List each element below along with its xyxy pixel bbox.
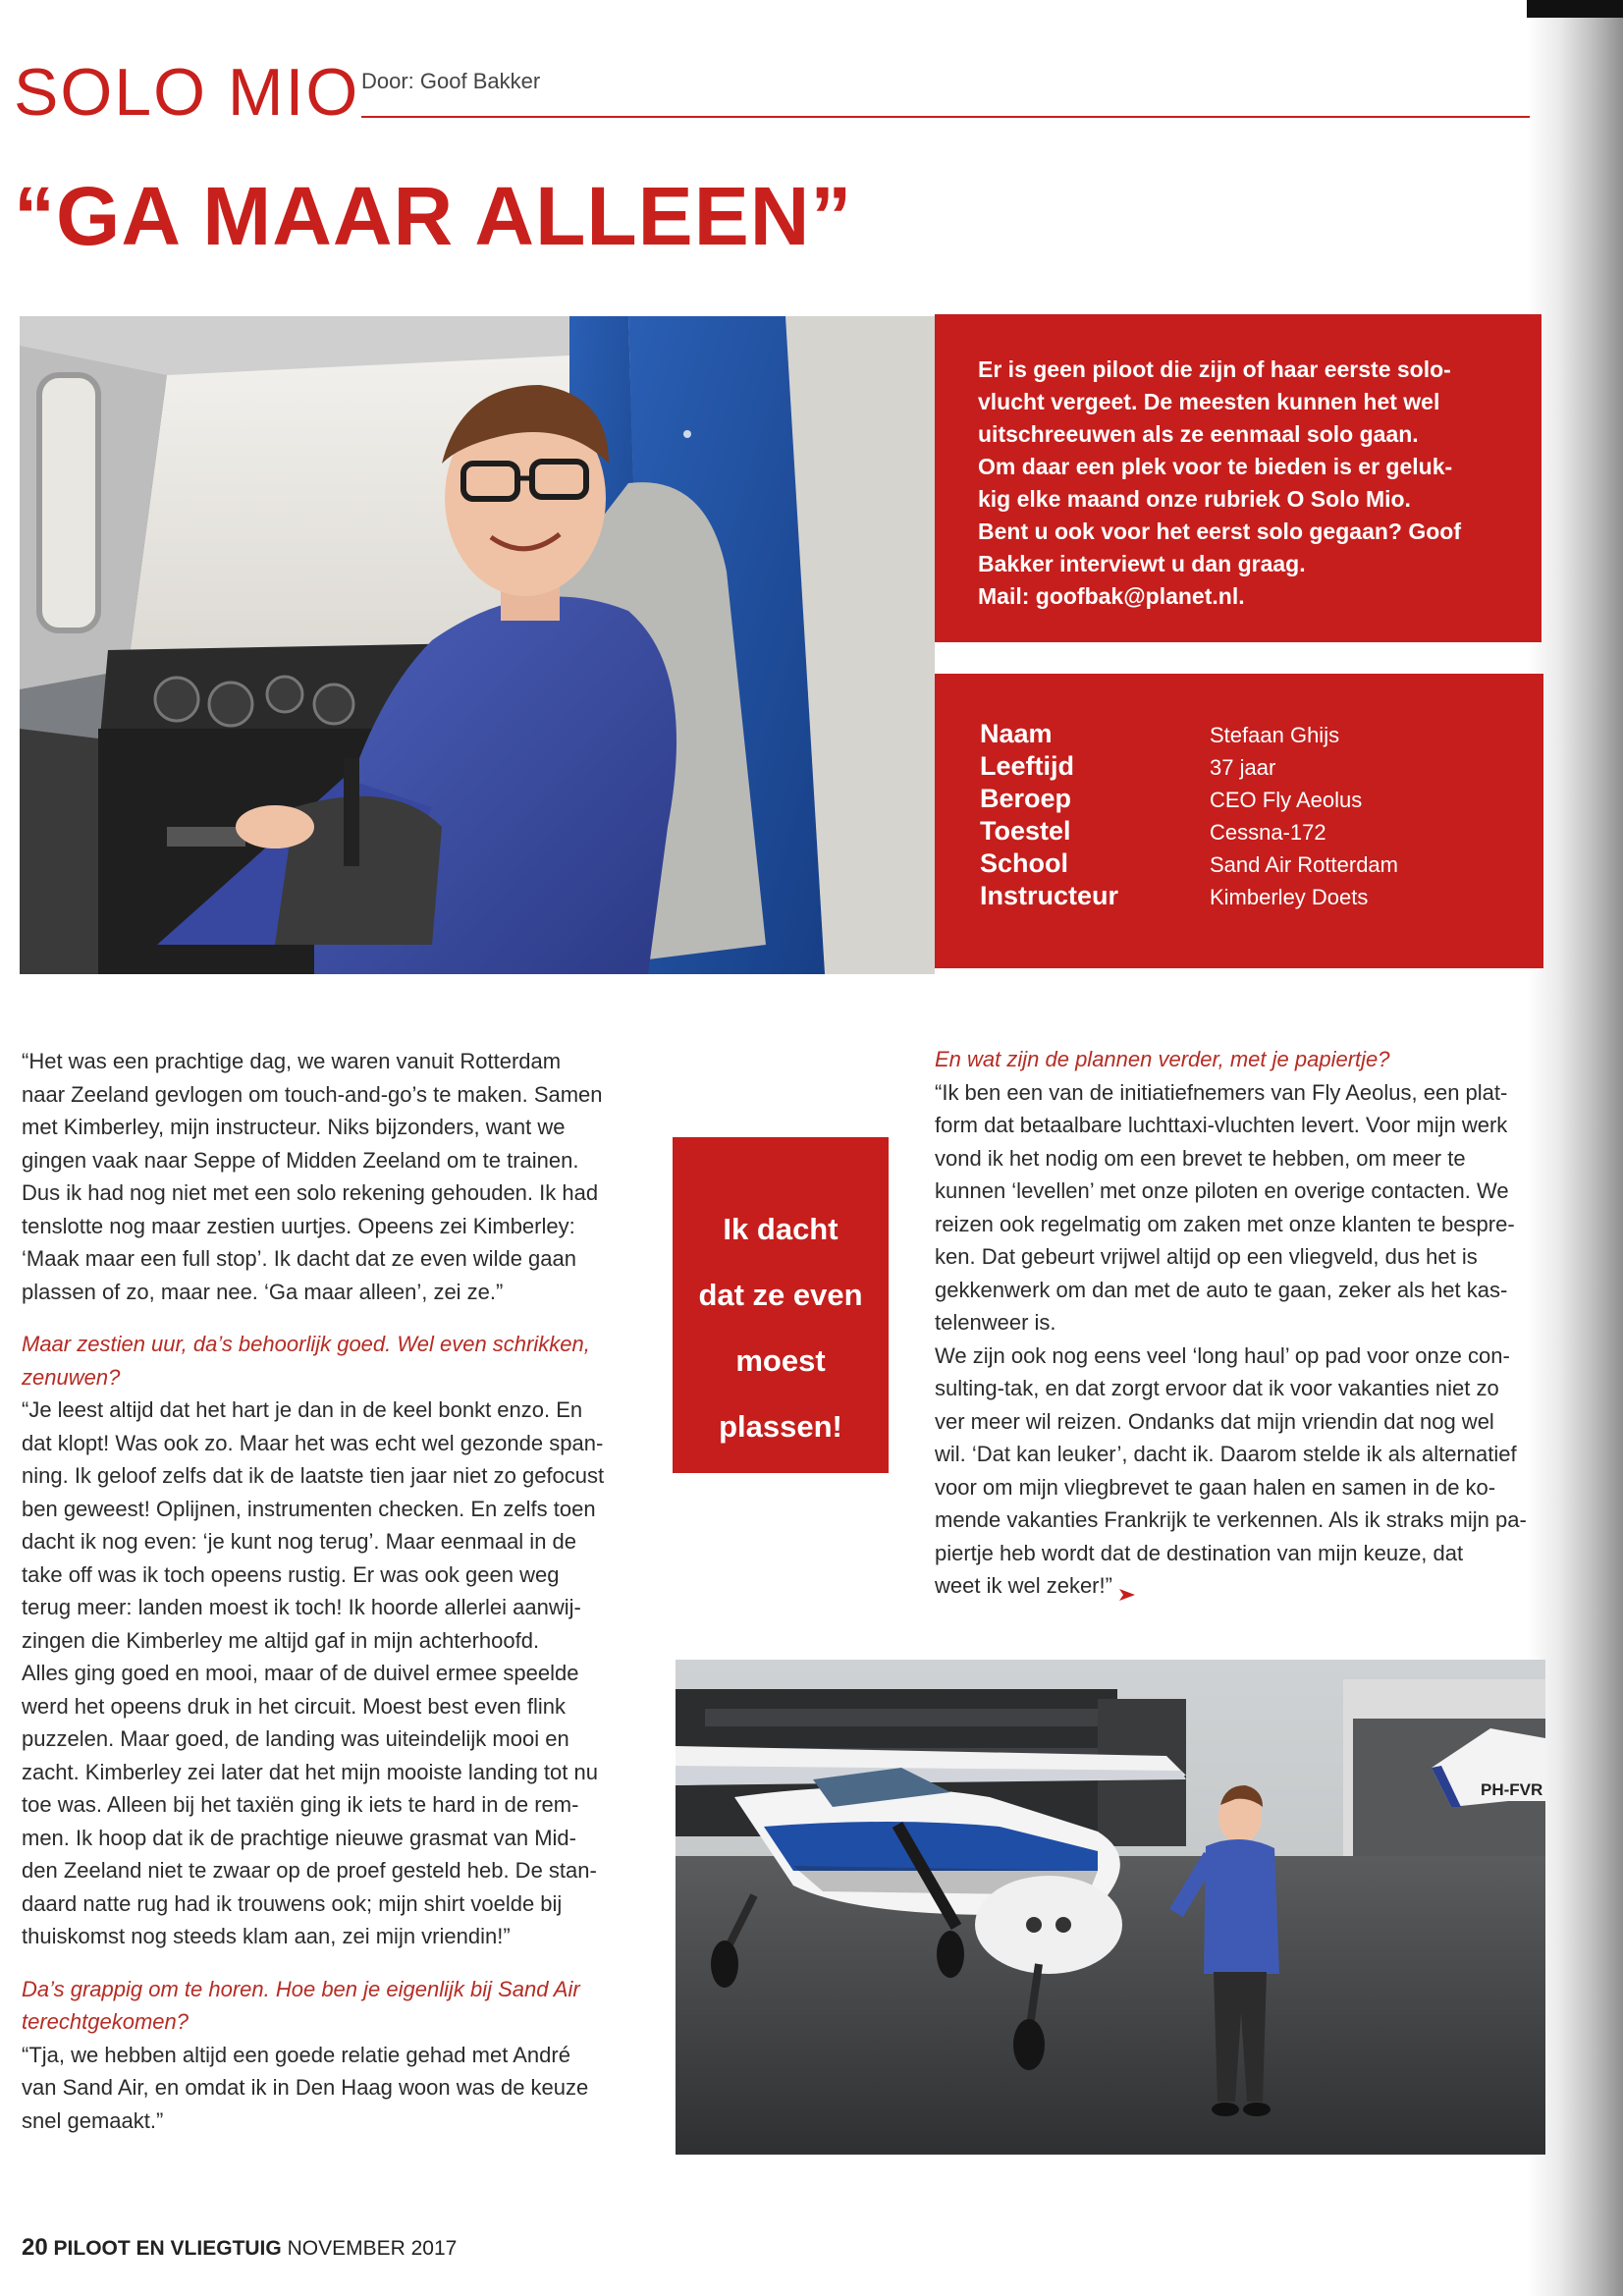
text-line: telenweer is. xyxy=(935,1310,1056,1335)
intro-line: uitschreeuwen als ze eenmaal solo gaan. xyxy=(978,421,1419,447)
byline: Door: Goof Bakker xyxy=(361,69,541,93)
text-line: gingen vaak naar Seppe of Midden Zeeland om te trainen. xyxy=(22,1147,579,1173)
issue-date: NOVEMBER 2017 xyxy=(287,2237,458,2260)
text-line: We zijn ook nog eens veel ‘long haul’ op pad voor onze con- xyxy=(935,1342,1510,1368)
text-line: voor om mijn vliegbrevet te gaan halen en samen in de ko- xyxy=(935,1474,1496,1500)
text-line: dacht ik nog even: ‘je kunt nog terug’. Maar eenmaal in de xyxy=(22,1529,577,1554)
fact-label: Beroep xyxy=(980,784,1072,813)
page-number: 20 xyxy=(22,2234,48,2261)
text-line: ‘Maak maar een full stop’. Ik dacht dat ze even wilde gaan xyxy=(22,1246,576,1271)
pull-quote-line: dat ze even xyxy=(698,1278,863,1312)
text-line: zacht. Kimberley zei later dat het mijn mooiste landing tot nu xyxy=(22,1759,598,1784)
text-line: tenslotte nog maar zestien uurtjes. Opeens zei Kimberley: xyxy=(22,1213,575,1238)
text-line: zenuwen? xyxy=(22,1364,121,1390)
intro-line: Mail: goofbak@planet.nl. xyxy=(978,583,1245,609)
text-line: piertje heb wordt dat de destination van mijn keuze, dat xyxy=(935,1540,1464,1565)
text-line: form dat betaalbare luchttaxi-vluchten levert. Voor mijn werk xyxy=(935,1113,1508,1137)
fact-value: Cessna-172 xyxy=(1210,820,1326,845)
question-paragraph xyxy=(935,1043,1534,1076)
magazine-name: PILOOT EN VLIEGTUIG xyxy=(53,2237,282,2260)
answer-paragraph xyxy=(22,1394,621,1953)
fact-value: Kimberley Doets xyxy=(1210,885,1369,909)
answer-paragraph xyxy=(22,2039,621,2138)
header-rule xyxy=(361,116,1530,118)
fact-row-toestel xyxy=(935,816,1543,849)
fact-label: Leeftijd xyxy=(980,751,1075,781)
text-line: Da’s grappig om te horen. Hoe ben je eigenlijk bij Sand Air xyxy=(22,1976,580,2001)
fact-label: Naam xyxy=(980,719,1053,748)
text-line: naar Zeeland gevlogen om touch-and-go’s te maken. Samen xyxy=(22,1081,603,1107)
answer-paragraph xyxy=(22,1045,621,1308)
text-line: met Kimberley, mijn instructeur. Niks bijzonders, want we xyxy=(22,1115,566,1139)
pull-quote-line: Ik dacht xyxy=(723,1212,839,1246)
text-line: Maar zestien uur, da’s behoorlijk goed. Wel even schrikken, xyxy=(22,1332,590,1356)
answer-paragraph xyxy=(935,1076,1534,1603)
text-line: vond ik het nodig om een brevet te hebben, om meer te xyxy=(935,1145,1466,1171)
text-line: toe was. Alleen bij het taxiën ging ik iets te hard in de rem- xyxy=(22,1792,579,1817)
pull-quote-line: moest xyxy=(735,1343,826,1378)
pull-quote-line: plassen! xyxy=(719,1409,842,1444)
cockpit-photo xyxy=(20,316,935,974)
section-title: SOLO MIO xyxy=(14,55,360,130)
text-line: mende vakanties Frankrijk te verkennen. Als ik straks mijn pa- xyxy=(935,1507,1527,1532)
fact-value: CEO Fly Aeolus xyxy=(1210,788,1363,812)
text-line: kunnen ‘levellen’ met onze piloten en overige contacten. We xyxy=(935,1178,1509,1203)
page-binding-edge xyxy=(1527,0,1623,18)
text-line: Dus ik had nog niet met een solo rekening gehouden. Ik had xyxy=(22,1180,599,1205)
text-line: wil. ‘Dat kan leuker’, dacht ik. Daarom stelde ik als alternatief xyxy=(935,1442,1517,1466)
intro-line: Bent u ook voor het eerst solo gegaan? Goof xyxy=(978,519,1461,544)
fact-row-school xyxy=(935,848,1543,882)
page-footer xyxy=(22,2234,457,2262)
fact-value: 37 jaar xyxy=(1210,755,1276,780)
question-paragraph xyxy=(22,1973,621,2039)
text-line: sulting-tak, en dat zorgt ervoor dat ik voor vakanties niet zo xyxy=(935,1376,1499,1400)
text-line: En wat zijn de plannen verder, met je papiertje? xyxy=(935,1047,1390,1071)
text-line: ken. Dat gebeurt vrijwel altijd op een vliegveld, dus het is xyxy=(935,1244,1478,1269)
article-headline: “GA MAAR ALLEEN” xyxy=(14,170,853,262)
text-line: plassen of zo, maar nee. ‘Ga maar alleen’, zei ze.” xyxy=(22,1279,504,1304)
profile-facts-box xyxy=(935,674,1543,968)
text-line: ver meer wil reizen. Ondanks dat mijn vriendin dat nog wel xyxy=(935,1408,1494,1434)
text-line: werd het opeens druk in het circuit. Moest best even flink xyxy=(22,1693,566,1719)
text-line: weet ik wel zeker!” xyxy=(935,1573,1112,1598)
text-line: ning. Ik geloof zelfs dat ik de laatste tien jaar niet zo gefocust xyxy=(22,1463,605,1488)
intro-line: Er is geen piloot die zijn of haar eerste solo- xyxy=(978,356,1451,382)
question-paragraph xyxy=(22,1328,621,1394)
fact-label: Toestel xyxy=(980,816,1071,846)
text-line: reizen ook regelmatig om zaken met onze klanten te bespre- xyxy=(935,1211,1515,1236)
article-column-right xyxy=(935,1043,1534,1603)
fact-row-instructeur xyxy=(935,881,1543,914)
text-line: snel gemaakt.” xyxy=(22,2107,164,2133)
text-line: ben geweest! Oplijnen, instrumenten checken. En zelfs toen xyxy=(22,1496,596,1521)
article-column-left xyxy=(22,1045,621,2137)
text-line: “Ik ben een van de initiatiefnemers van Fly Aeolus, een plat- xyxy=(935,1079,1508,1105)
text-line: terechtgekomen? xyxy=(22,2009,189,2034)
text-line: men. Ik hoop dat ik de prachtige nieuwe grasmat van Mid- xyxy=(22,1825,576,1850)
article-end-mark-icon xyxy=(1118,1579,1136,1595)
aircraft-registration: PH-FVR xyxy=(1481,1780,1543,1799)
text-line: van Sand Air, en omdat ik in Den Haag woon was de keuze xyxy=(22,2075,589,2100)
intro-line: vlucht vergeet. De meesten kunnen het wel xyxy=(978,389,1440,414)
text-line: “Tja, we hebben altijd een goede relatie gehad met André xyxy=(22,2042,570,2067)
aircraft-photo xyxy=(676,1660,1545,2155)
fact-label: School xyxy=(980,848,1069,878)
fact-row-beroep xyxy=(935,784,1543,817)
fact-row-naam xyxy=(935,719,1543,752)
text-line: den Zeeland niet te zwaar op de proef gesteld heb. De stan- xyxy=(22,1858,597,1883)
pull-quote xyxy=(673,1196,889,1459)
fact-label: Instructeur xyxy=(980,881,1119,910)
text-line: gekkenwerk om dan met de auto te gaan, zeker als het kas- xyxy=(935,1277,1508,1302)
intro-line: Om daar een plek voor te bieden is er geluk- xyxy=(978,454,1453,479)
fact-value: Stefaan Ghijs xyxy=(1210,723,1340,747)
text-line: “Het was een prachtige dag, we waren vanuit Rotterdam xyxy=(22,1049,562,1073)
text-line: thuiskomst nog steeds klam aan, zei mijn vriendin!” xyxy=(22,1924,511,1948)
text-line: puzzelen. Maar goed, de landing was uiteindelijk mooi en xyxy=(22,1726,569,1751)
text-line: dat klopt! Was ook zo. Maar het was echt wel gezonde span- xyxy=(22,1430,604,1455)
text-line: Alles ging goed en mooi, maar of de duivel ermee speelde xyxy=(22,1661,579,1685)
text-line: terug meer: landen moest ik toch! Ik hoorde allerlei aanwij- xyxy=(22,1595,581,1619)
fact-row-leeftijd xyxy=(935,751,1543,785)
intro-text xyxy=(978,354,1528,613)
intro-line: Bakker interviewt u dan graag. xyxy=(978,551,1306,576)
fact-value: Sand Air Rotterdam xyxy=(1210,852,1398,877)
intro-line: kig elke maand onze rubriek O Solo Mio. xyxy=(978,486,1411,512)
text-line: “Je leest altijd dat het hart je dan in de keel bonkt enzo. En xyxy=(22,1397,583,1422)
text-line: daard natte rug had ik trouwens ook; mijn shirt voelde bij xyxy=(22,1890,563,1916)
text-line: zingen die Kimberley me altijd gaf in mijn achterhoofd. xyxy=(22,1627,540,1653)
text-line: take off was ik toch opeens rustig. Er was ook geen weg xyxy=(22,1561,560,1587)
